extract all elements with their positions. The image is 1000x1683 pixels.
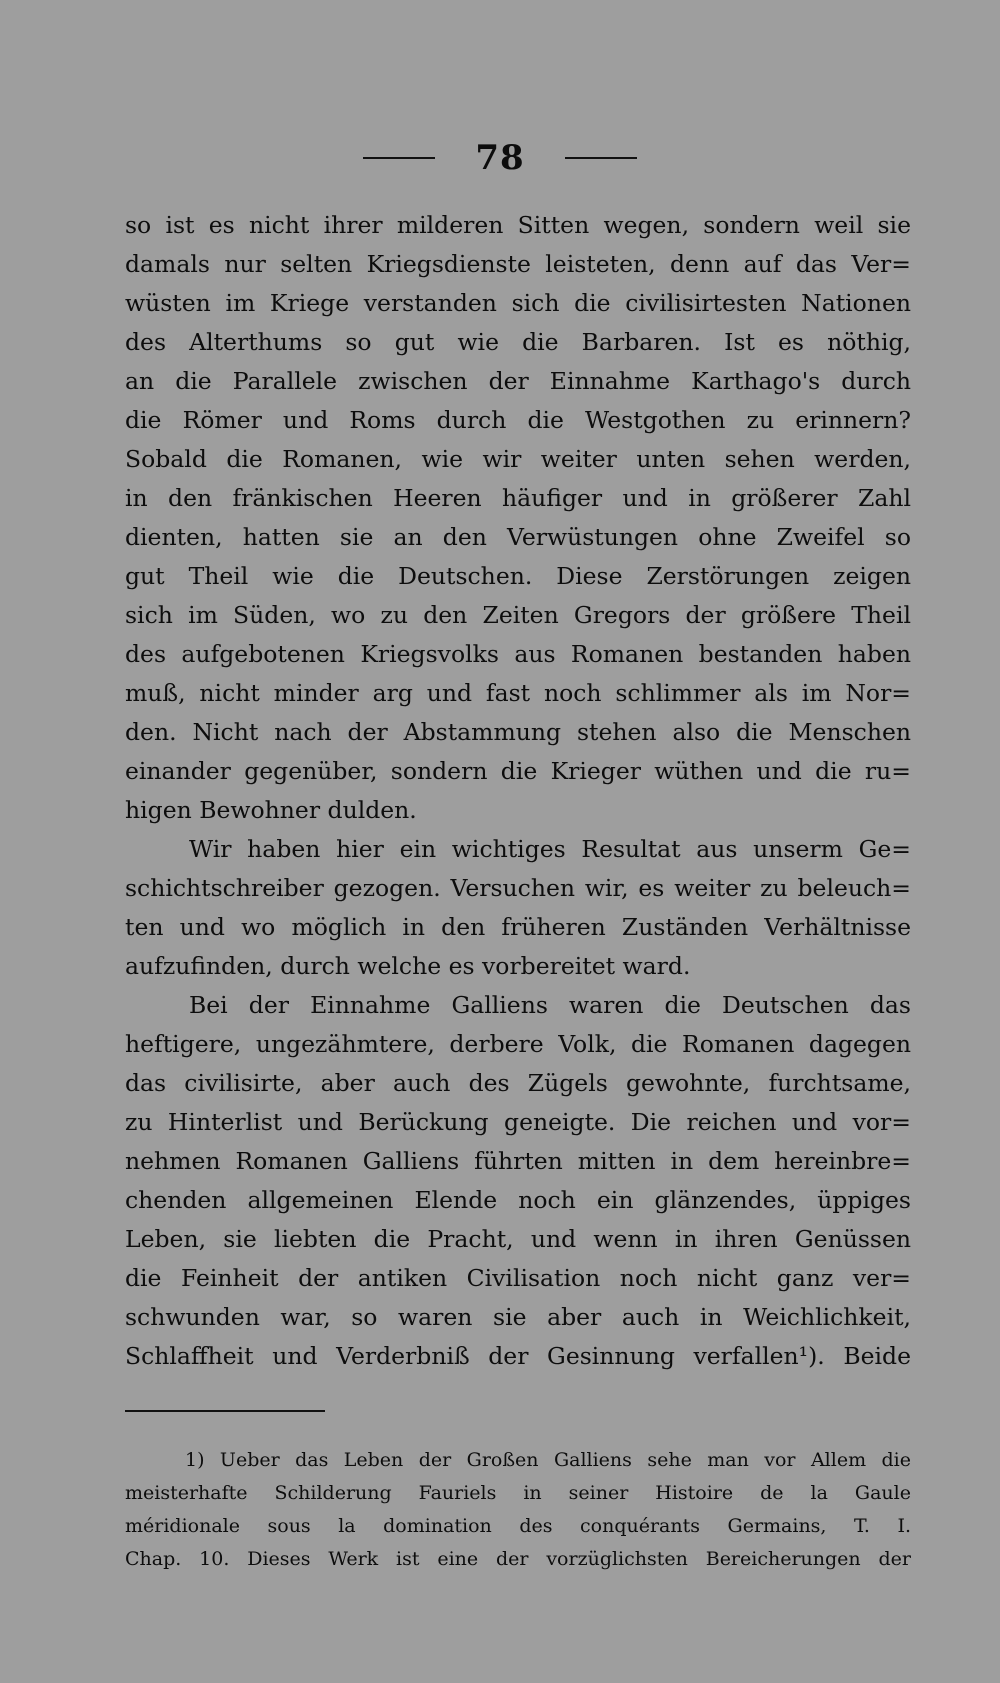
- text-line: wüsten im Kriege verstanden sich die civilisirtesten Nationen: [125, 289, 911, 317]
- text-line: sich im Süden, wo zu den Zeiten Gregors der größere Theil: [125, 601, 911, 629]
- text-line: die Römer und Roms durch die Westgothen zu erinnern?: [125, 406, 911, 434]
- text-line: ten und wo möglich in den früheren Zuständen Verhältnisse: [125, 913, 911, 941]
- text-line: heftigere, ungezähmtere, derbere Volk, die Romanen dagegen: [125, 1030, 911, 1058]
- footnote-line: Chap. 10. Dieses Werk ist eine der vorzüglichsten Bereicherungen der: [125, 1548, 911, 1570]
- text-line: schwunden war, so waren sie aber auch in Weichlichkeit,: [125, 1303, 911, 1331]
- text-line: muß, nicht minder arg und fast noch schlimmer als im Nor=: [125, 679, 911, 707]
- text-line: chenden allgemeinen Elende noch ein glänzendes, üppiges: [125, 1186, 911, 1214]
- text-line: zu Hinterlist und Berückung geneigte. Die reichen und vor=: [125, 1108, 911, 1136]
- text-line: schichtschreiber gezogen. Versuchen wir, es weiter zu beleuch=: [125, 874, 911, 902]
- text-line: Wir haben hier ein wichtiges Resultat aus unserm Ge=: [189, 835, 911, 863]
- text-line: einander gegenüber, sondern die Krieger wüthen und die ru=: [125, 757, 911, 785]
- footnotes: [125, 1444, 911, 1576]
- page-header: [0, 128, 1000, 188]
- text-line: dienten, hatten sie an den Verwüstungen ohne Zweifel so: [125, 523, 911, 551]
- page-number: 78: [475, 138, 525, 178]
- text-line: so ist es nicht ihrer milderen Sitten wegen, sondern weil sie: [125, 211, 911, 239]
- text-line: gut Theil wie die Deutschen. Diese Zerstörungen zeigen: [125, 562, 911, 590]
- text-line: den. Nicht nach der Abstammung stehen also die Menschen: [125, 718, 911, 746]
- footnote-line: méridionale sous la domination des conquérants Germains, T. I.: [125, 1515, 911, 1537]
- text-line: higen Bewohner dulden.: [125, 796, 417, 824]
- footnote-line: meisterhafte Schilderung Fauriels in seiner Histoire de la Gaule: [125, 1482, 911, 1504]
- text-line: Bei der Einnahme Galliens waren die Deutschen das: [189, 991, 911, 1019]
- header-rule-right: [565, 157, 637, 159]
- text-line: in den fränkischen Heeren häufiger und in größerer Zahl: [125, 484, 911, 512]
- text-line: Leben, sie liebten die Pracht, und wenn in ihren Genüssen: [125, 1225, 911, 1253]
- text-line: Schlaffheit und Verderbniß der Gesinnung verfallen¹). Beide: [125, 1342, 911, 1370]
- footnote-separator: [125, 1410, 325, 1412]
- text-line: aufzufinden, durch welche es vorbereitet ward.: [125, 952, 691, 980]
- text-line: des Alterthums so gut wie die Barbaren. Ist es nöthig,: [125, 328, 911, 356]
- header-rule-left: [363, 157, 435, 159]
- footnote-line: 1) Ueber das Leben der Großen Galliens sehe man vor Allem die: [185, 1449, 911, 1471]
- body-text: [125, 206, 911, 1376]
- text-line: damals nur selten Kriegsdienste leisteten, denn auf das Ver=: [125, 250, 911, 278]
- text-line: die Feinheit der antiken Civilisation noch nicht ganz ver=: [125, 1264, 911, 1292]
- text-line: Sobald die Romanen, wie wir weiter unten sehen werden,: [125, 445, 911, 473]
- text-line: nehmen Romanen Galliens führten mitten in dem hereinbre=: [125, 1147, 911, 1175]
- text-line: an die Parallele zwischen der Einnahme Karthago's durch: [125, 367, 911, 395]
- text-line: das civilisirte, aber auch des Zügels gewohnte, furchtsame,: [125, 1069, 911, 1097]
- text-line: des aufgebotenen Kriegsvolks aus Romanen bestanden haben: [125, 640, 911, 668]
